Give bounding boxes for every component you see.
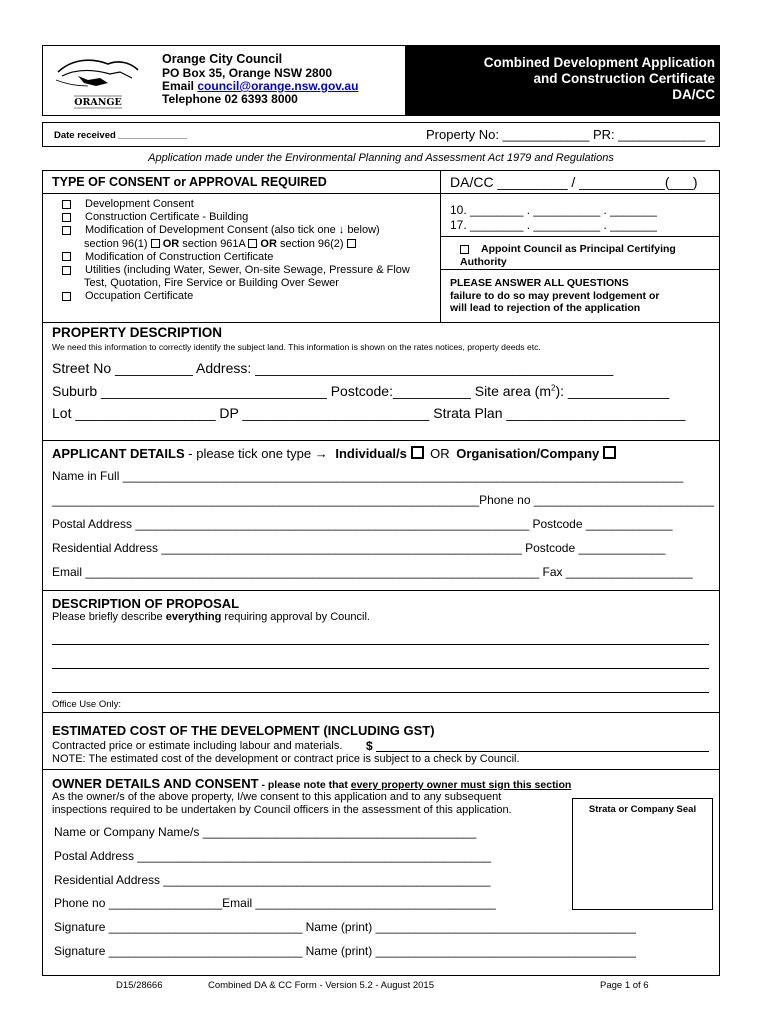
strata-seal-label: Strata or Company Seal (588, 804, 697, 815)
checkbox-icon[interactable] (62, 213, 71, 222)
consent-item-occupation[interactable]: Occupation Certificate (62, 290, 410, 303)
reference-numbers (450, 203, 657, 233)
checkbox-pca-icon[interactable] (460, 245, 469, 254)
cost-description: Contracted price or estimate including labour and materials. (52, 740, 343, 752)
checkbox-icon[interactable] (62, 252, 71, 261)
applicant-postal-field[interactable]: Postal Address ___________________________________________________________ Postcode _____________ (52, 517, 673, 531)
proposal-line-2[interactable] (52, 668, 709, 669)
applicant-email-fax-field[interactable]: Email ____________________________________________________________________ Fax ___________________ (52, 565, 693, 579)
footer-form-version: Combined DA & CC Form - Version 5.2 - August 2015 (208, 980, 434, 991)
dollar-sign: $ (366, 739, 373, 753)
proposal-note: Please briefly describe everything requiring approval by Council. (52, 611, 370, 623)
consent-item-utilities[interactable]: Utilities (including Water, Sewer, On-site Sewage, Pressure & Flow (62, 264, 410, 277)
council-telephone: Telephone 02 6393 8000 (162, 92, 298, 106)
council-name: Orange City Council (162, 52, 283, 66)
consent-item-development[interactable]: Development Consent (62, 198, 410, 211)
property-note: We need this information to correctly identify the subject land. This information is shown on the rates notices, property deeds etc. (52, 342, 541, 352)
footer-doc-number: D15/28666 (116, 980, 163, 991)
owner-signature-1-field[interactable]: Signature _____________________________ Name (print) _______________________________________ (54, 920, 636, 934)
ref-10-field[interactable]: 10. ________ . __________ . _______ (450, 203, 657, 217)
property-number-field[interactable]: Property No: ____________ PR: ____________ (426, 127, 705, 142)
applicant-heading: APPLICANT DETAILS (52, 446, 185, 461)
orange-council-logo (48, 50, 144, 112)
consent-type-list (62, 198, 410, 304)
applicant-phone-field[interactable]: ________________________________________________________________Phone no ___________________________ (52, 493, 715, 507)
form-title (484, 55, 715, 103)
appoint-pca-option[interactable]: Appoint Council as Principal Certifying Authority (460, 243, 676, 268)
office-use-label: Office Use Only: (52, 699, 121, 710)
answer-all-notice: PLEASE ANSWER ALL QUESTIONS failure to do so may prevent lodgement or will lead to rejection of the application (450, 277, 660, 314)
applicant-name-field[interactable]: Name in Full ____________________________________________________________________________________ (52, 469, 684, 483)
proposal-heading: DESCRIPTION OF PROPOSAL (52, 596, 240, 611)
checkbox-individual[interactable] (411, 446, 424, 459)
dacc-number-field[interactable]: DA/CC _________ / ___________(___) (450, 174, 698, 190)
owner-consent-text: As the owner/s of the above property, I/we consent to this application and to any subsequent inspections required to be undertaken by Council officers in the assessment of this application. (52, 791, 512, 816)
checkbox-organisation[interactable] (603, 446, 616, 459)
checkbox-icon[interactable] (62, 200, 71, 209)
title-line-1: Combined Development Application (483, 55, 715, 70)
cost-amount-field[interactable] (376, 751, 709, 752)
street-address-field[interactable]: Street No __________ Address: ______________________________________________ (52, 360, 614, 376)
proposal-line-1[interactable] (52, 644, 709, 645)
owner-residential-field[interactable]: Residential Address _________________________________________________ (54, 873, 491, 887)
checkbox-icon[interactable] (62, 292, 71, 301)
title-line-3: DA/CC (672, 87, 715, 102)
arrow-right-icon: → (314, 446, 328, 461)
consent-item-modification-cc[interactable]: Modification of Construction Certificate (62, 251, 410, 264)
owner-heading-line: OWNER DETAILS AND CONSENT - please note that every property owner must sign this section (52, 776, 572, 791)
footer-page-number: Page 1 of 6 (600, 980, 649, 991)
email-label: Email (162, 79, 198, 93)
consent-item-section-options: section 96(1) OR section 961A OR section 96(2) (62, 238, 410, 251)
act-line: Application made under the Environmental Planning and Assessment Act 1979 and Regulations (148, 152, 614, 164)
suburb-postcode-field[interactable]: Suburb _____________________________ Postcode:__________ Site area $(m^2)$: _____________ (52, 383, 670, 399)
cost-note: NOTE: The estimated cost of the development or contract price is subject to a check by Council. (52, 753, 520, 765)
property-heading: PROPERTY DESCRIPTION (52, 325, 223, 340)
consent-heading: TYPE OF CONSENT or APPROVAL REQUIRED (52, 175, 327, 189)
applicant-residential-field[interactable]: Residential Address ______________________________________________________ Postcode _____________ (52, 541, 666, 555)
owner-phone-email-field[interactable]: Phone no _________________Email ____________________________________ (54, 896, 496, 910)
checkbox-icon[interactable] (62, 226, 71, 235)
proposal-line-3[interactable] (52, 692, 709, 693)
date-received-field[interactable]: Date received _____________ (54, 130, 188, 141)
checkbox-s961a-icon[interactable] (248, 239, 257, 248)
owner-heading: OWNER DETAILS AND CONSENT (52, 776, 259, 791)
consent-item-utilities-cont: Test, Quotation, Fire Service or Building Over Sewer (84, 277, 339, 290)
consent-item-modification-dc[interactable]: Modification of Development Consent (also tick one ↓ below) (62, 224, 410, 237)
checkbox-s962-icon[interactable] (347, 239, 356, 248)
owner-signature-2-field[interactable]: Signature _____________________________ Name (print) _______________________________________ (54, 944, 636, 958)
arrow-down-icon: ↓ (338, 224, 345, 237)
svg-text:ORANGE: ORANGE (74, 97, 122, 108)
owner-name-field[interactable]: Name or Company Name/s _________________________________________ (54, 825, 477, 839)
lot-dp-field[interactable]: Lot __________________ DP ________________________ Strata Plan _______________________ (52, 405, 686, 421)
checkbox-icon[interactable] (62, 266, 71, 275)
consent-item-construction[interactable]: Construction Certificate - Building (62, 211, 410, 224)
cost-heading: ESTIMATED COST OF THE DEVELOPMENT (INCLUDING GST) (52, 723, 435, 738)
council-email-link[interactable]: council@orange.nsw.gov.au (197, 79, 359, 93)
owner-postal-field[interactable]: Postal Address _____________________________________________________ (54, 849, 492, 863)
title-line-2: and Construction Certificate (533, 71, 715, 86)
council-address: PO Box 35, Orange NSW 2800 (162, 66, 333, 80)
checkbox-s961-icon[interactable] (151, 239, 160, 248)
applicant-heading-line: APPLICANT DETAILS - please tick one type → Individual/s OR Organisation/Company (52, 446, 616, 461)
ref-17-field[interactable]: 17. ________ . __________ . _______ (450, 218, 657, 232)
